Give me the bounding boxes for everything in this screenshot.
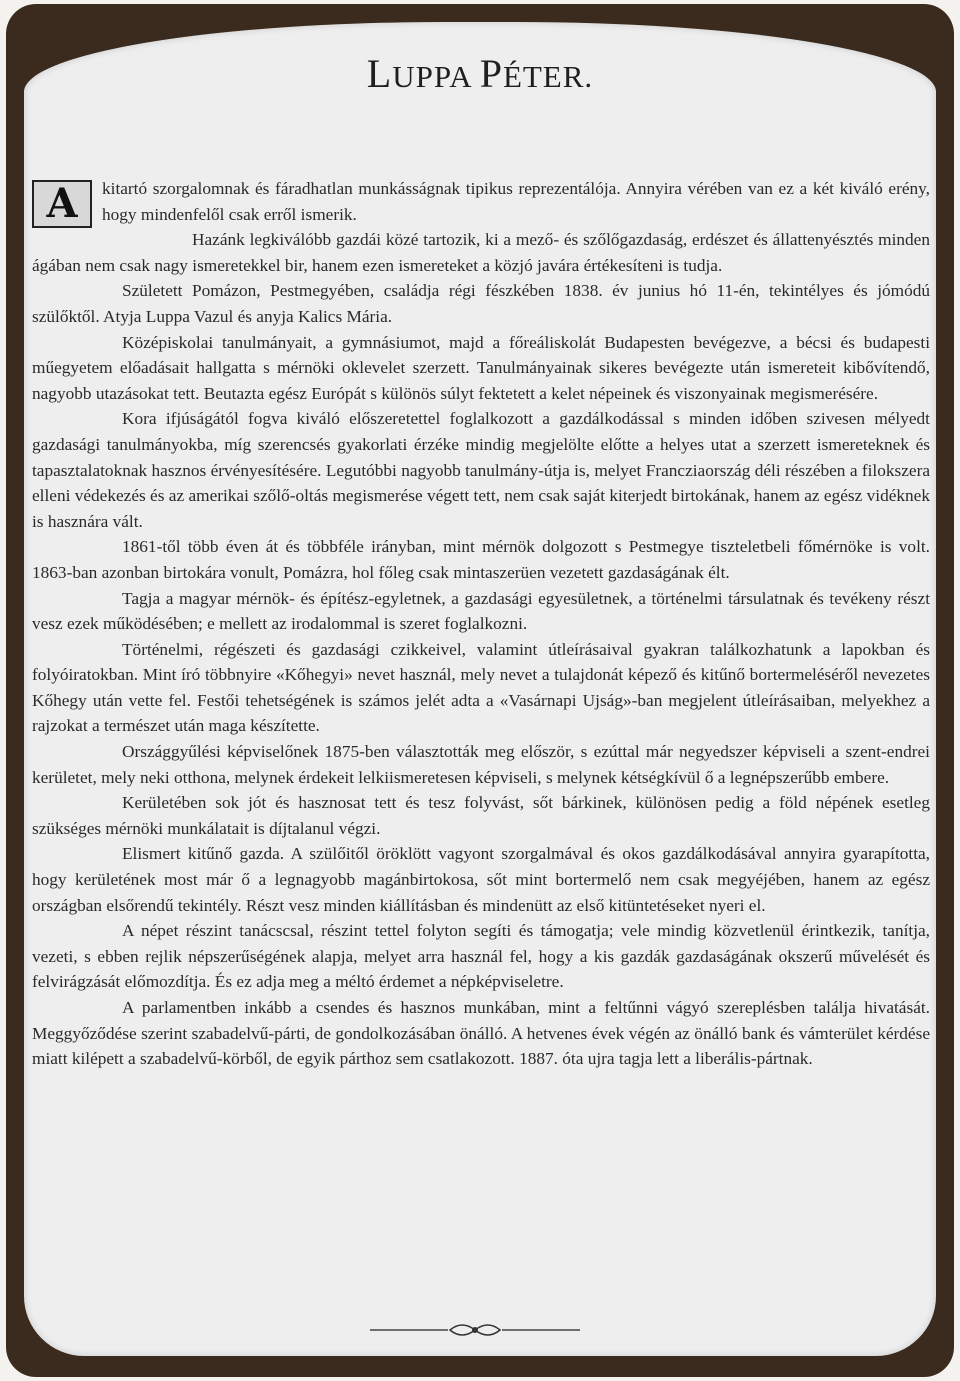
- paragraph-8: Történelmi, régészeti és gazdasági czikkeivel, valamint útleírásaival gyakran találkozhatunk a lapokban és folyóiratokban. Mint író többnyire «Kőhegyi» nevet használ, mely nevet a tulajdonát képező és kitűnő bortermeléséről nevezetes Kőhegy után vette fel. Festői tehetségének is számos jelét adta a «Vasárnapi Ujság»-ban megjelent útleírásaiban, melyekhez a rajzokat a természet után maga készítette.: [32, 639, 930, 736]
- paragraph-text: kitartó szorgalomnak és fáradhatlan munkásságnak tipikus reprezentálója. Annyira vérében van ez a két kiváló erény, hogy mindenfelől csak erről ismerik.: [102, 179, 930, 224]
- paragraph-6: 1861-től több éven át és többféle irányban, mint mérnök dolgozott s Pestmegye tiszteletbeli főmérnöke is volt. 1863-ban azonban birtokára vonult, Pomázra, hol főleg csak mintaszerüen vezetett gazdaságának élt.: [32, 537, 930, 582]
- drop-cap: A: [32, 180, 92, 228]
- paragraph-13: A parlamentben inkább a csendes és hasznos munkában, mint a feltűnni vágyó szereplésben találja hivatását. Meggyőződése szerint szabadelvű-párti, de gondolkozásában önálló. A hetvenes évek végén az önálló bank és vámterület kérdése miatt kilépett a szabadelvű-körből, de egyik párthoz sem csatlakozott. 1887. óta ujra tagja lett a liberális-pártnak.: [32, 998, 930, 1069]
- paragraph-3: Született Pomázon, Pestmegyében, családja régi fészkében 1838. év junius hó 11-én, tekintélyes és jómódú szülőktől. Atyja Luppa Vazul és anyja Kalics Mária.: [32, 281, 930, 326]
- title-rest-p: ÉTER.: [502, 59, 594, 94]
- end-ornament-icon: [370, 1318, 580, 1342]
- page-title: [0, 50, 960, 97]
- paragraph-4: Középiskolai tanulmányait, a gymnásiumot, majd a főreáliskolát Budapesten bevégezve, a bécsi és budapesti műegyetem előadásait hallgatta s mérnöki oklevelet szerzett. Tanulmányainak sikeres bevégezte után ismereteit kibővítendő, nagyobb utazásokat tett. Beutazta egész Európát s különös súlyt fektetett a kelet népeinek és viszonyainak megismerésére.: [32, 332, 930, 403]
- paragraph-5: Kora ifjúságától fogva kiváló előszeretettel foglalkozott a gazdálkodással s minden időben szivesen mélyedt gazdasági tanulmányokba, míg szerencsés gyakorlati érzéke mindig megjelölte előtte a helyes utat a szerzett ismereteknek és tapasztalatoknak hasznos érvényesítésére. Legutóbbi nagyobb tanulmány-útja is, melyet Francziaország déli részében a filokszera elleni védekezés és az amerikai szőlő-oltás megismerése végett tett, nem csak saját kiterjedt birtokának, hanem az egész vidéknek is hasznára vált.: [32, 409, 930, 531]
- paragraph-2: Hazánk legkiválóbb gazdái közé tartozik, ki a mező- és szőlőgazdaság, erdészet és állattenyésztés minden ágában nem csak nagy ismeretekkel bir, hanem ezen ismereteket a közjó javára értékesíteni is tudja.: [32, 230, 930, 275]
- paragraph-9: Országgyűlési képviselőnek 1875-ben választották meg először, s ezúttal már negyedszer képviseli a szent-endrei kerületet, mely neki otthona, melynek érdekeit lelkiismeretesen képviseli, s melynek kétségkívül ő a legnépszerűbb embere.: [32, 742, 930, 787]
- title-initial-l: L: [366, 51, 393, 96]
- paragraph-11: Elismert kitűnő gazda. A szülőitől öröklött vagyont szorgalmával és okos gazdálkodásával annyira gyarapította, hogy kerületének most már ő a legnagyobb magánbirtokosa, sőt mint bortermelő nem csak megyéjében, hanem az egész országban elsőrendű tekintély. Részt vesz minden kiállításban és mindenütt az első kitüntetéseket nyeri el.: [32, 844, 930, 915]
- paragraph-10: Kerületében sok jót és hasznosat tett és tesz folyvást, sőt bárkinek, különösen pedig a föld népének esetleg szükséges mérnöki munkálatait is díjtalanul végzi.: [32, 793, 930, 838]
- title-initial-p: P: [479, 51, 503, 96]
- paragraph-12: A népet részint tanácscsal, részint tettel folyton segíti és támogatja; vele mindig közvetlenül érintkezik, tanítja, vezeti, s ebben rejlik népszerűségének alapja, melyet arra használ fel, hogy a kis gazdák gazdaságának okszerű művelését és felvirágzását előmozdítja. És ez adja meg a méltó érdemet a népképviseletre.: [32, 921, 930, 992]
- paragraph-1: [32, 176, 930, 227]
- biography-text: [32, 176, 930, 1072]
- title-rest-l: UPPA: [392, 59, 480, 94]
- paragraph-7: Tagja a magyar mérnök- és építész-egyletnek, a gazdasági egyesületnek, a történelmi társulatnak és tevékeny részt vesz ezek működésében; e mellett az irodalommal is szeret foglalkozni.: [32, 588, 930, 634]
